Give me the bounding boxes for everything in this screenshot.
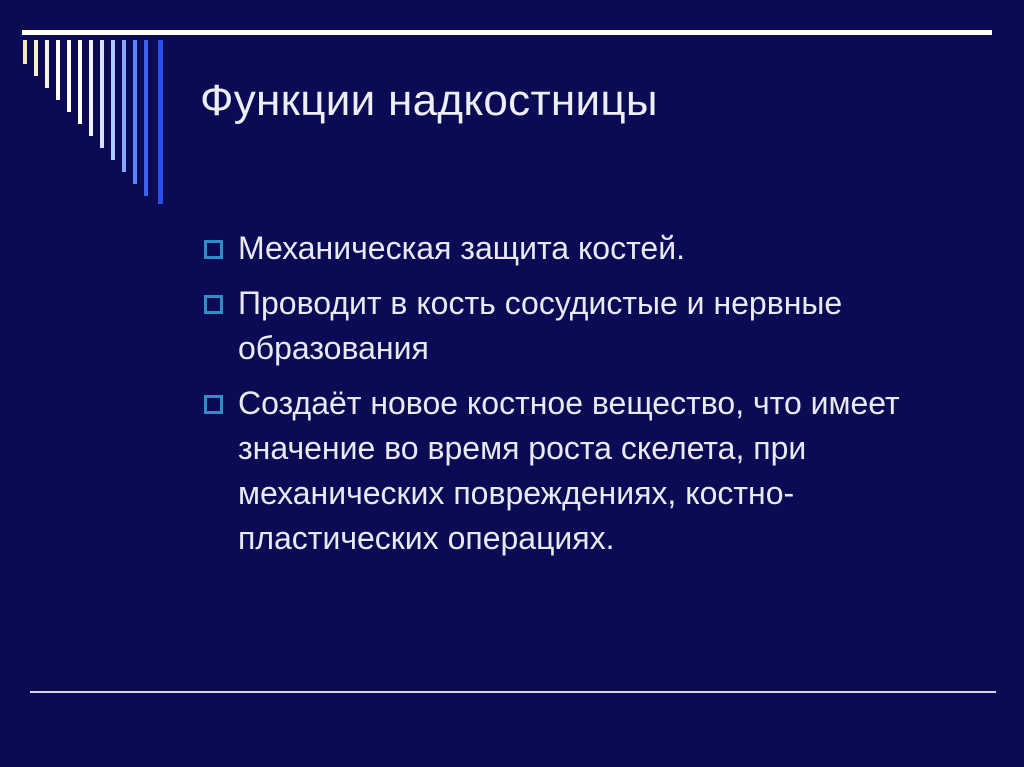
hollow-square-icon [204, 395, 223, 414]
hollow-square-icon [204, 295, 223, 314]
bullet-list [200, 226, 980, 571]
bullet-text: Создаёт новое костное вещество, что имеет значение во время роста скелета, при механических повреждениях, костно-пластических операциях. [238, 385, 900, 556]
stripe [89, 40, 93, 136]
stripe [45, 40, 49, 88]
bullet-item [200, 226, 980, 271]
stripe [133, 40, 137, 184]
stripe [158, 40, 163, 204]
bullet-text: Механическая защита костей. [238, 230, 685, 266]
stripe [100, 40, 104, 148]
stripe [111, 40, 115, 160]
bullet-item [200, 381, 980, 561]
stripe [122, 40, 126, 172]
stripe [78, 40, 82, 124]
stripe [34, 40, 38, 76]
stripe [23, 40, 27, 64]
decorative-stripes-graphic [0, 0, 180, 220]
bullet-item [200, 281, 980, 371]
slide-title: Функции надкостницы [200, 76, 658, 125]
stripe [144, 40, 148, 196]
hollow-square-icon [204, 240, 223, 259]
stripe [67, 40, 71, 112]
bullet-text: Проводит в кость сосудистые и нервные образования [238, 285, 843, 366]
bottom-rule [30, 691, 996, 693]
stripe [56, 40, 60, 100]
